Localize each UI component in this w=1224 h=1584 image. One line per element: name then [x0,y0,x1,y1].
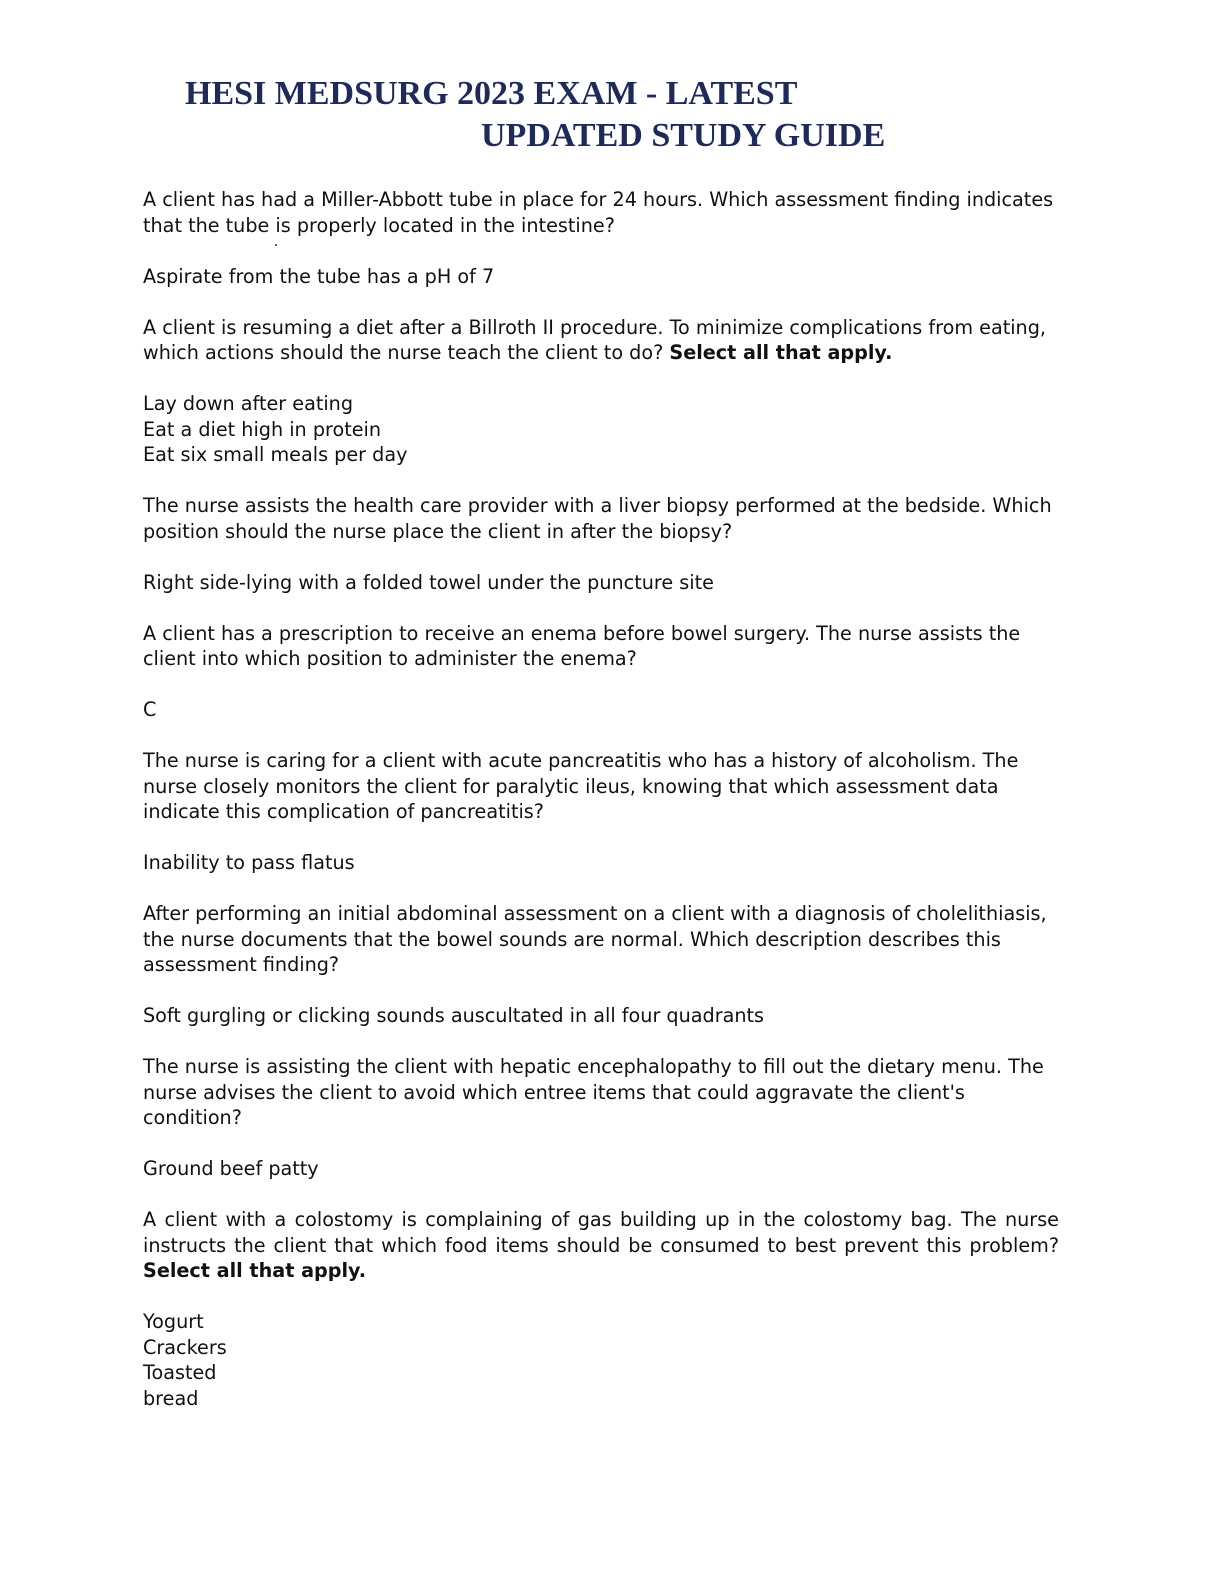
answer-2-item: Eat a diet high in protein [143,417,382,441]
question-8-text: A client with a colostomy is complaining of gas building up in the colostomy bag. The nurse instructs the client that which food items should be consumed to best prevent this problem? [143,1208,1059,1257]
answer-4: C [143,698,157,721]
answer-8-item: Crackers [143,1335,227,1359]
answer-3: Right side-lying with a folded towel under the puncture site [143,570,714,594]
question-3: The nurse assists the health care provider with a liver biopsy performed at the bedside. Which position should the nurse place the client in after the biopsy? [143,494,1052,543]
question-6: After performing an initial abdominal assessment on a client with a diagnosis of cholelithiasis, the nurse documents that the bowel sounds are normal. Which description describes this assessment finding? [143,902,1047,976]
question-1: A client has had a Miller-Abbott tube in place for 24 hours. Which assessment finding indicates that the tube is properly located in the intestine? [143,188,1054,237]
question-2 [143,315,1059,366]
answer-2-list [143,391,1059,468]
answer-2-item: Lay down after eating [143,392,354,415]
document-title-line-1: HESI MEDSURG 2023 EXAM - LATEST [185,75,798,112]
answer-8-item: bread [143,1386,199,1410]
question-2-emphasis: Select all that apply. [669,341,893,364]
answer-5: Inability to pass flatus [143,851,355,874]
answer-7: Ground beef patty [143,1157,319,1180]
document-body [143,187,1059,1411]
document-title-line-2: UPDATED STUDY GUIDE [481,117,886,154]
answer-8-item: Toasted [143,1361,217,1384]
answer-6: Soft gurgling or clicking sounds auscultated in all four quadrants [143,1004,765,1027]
question-4: A client has a prescription to receive an enema before bowel surgery. The nurse assists the client into which position to administer the enema? [143,621,1021,670]
question-8-emphasis: Select all that apply. [143,1259,367,1282]
question-2-text: A client is resuming a diet after a Billroth II procedure. To minimize complications from eating, which actions should the nurse teach the client to do? [143,315,1046,364]
question-5: The nurse is caring for a client with acute pancreatitis who has a history of alcoholism. The nurse closely monitors the client for paralytic ileus, knowing that which assessment data indicate this complication of pancreatitis? [143,749,1019,823]
answer-2-item: Eat six small meals per day [143,443,408,466]
question-7: The nurse is assisting the client with hepatic encephalopathy to fill out the dietary menu. The nurse advises the client to avoid which entree items that could aggravate the client's condition? [143,1055,1044,1129]
answer-1: Aspirate from the tube has a pH of 7 [143,264,495,288]
answer-8-item: Yogurt [143,1310,204,1333]
question-8 [143,1207,1059,1284]
answer-8-list [143,1309,1059,1411]
